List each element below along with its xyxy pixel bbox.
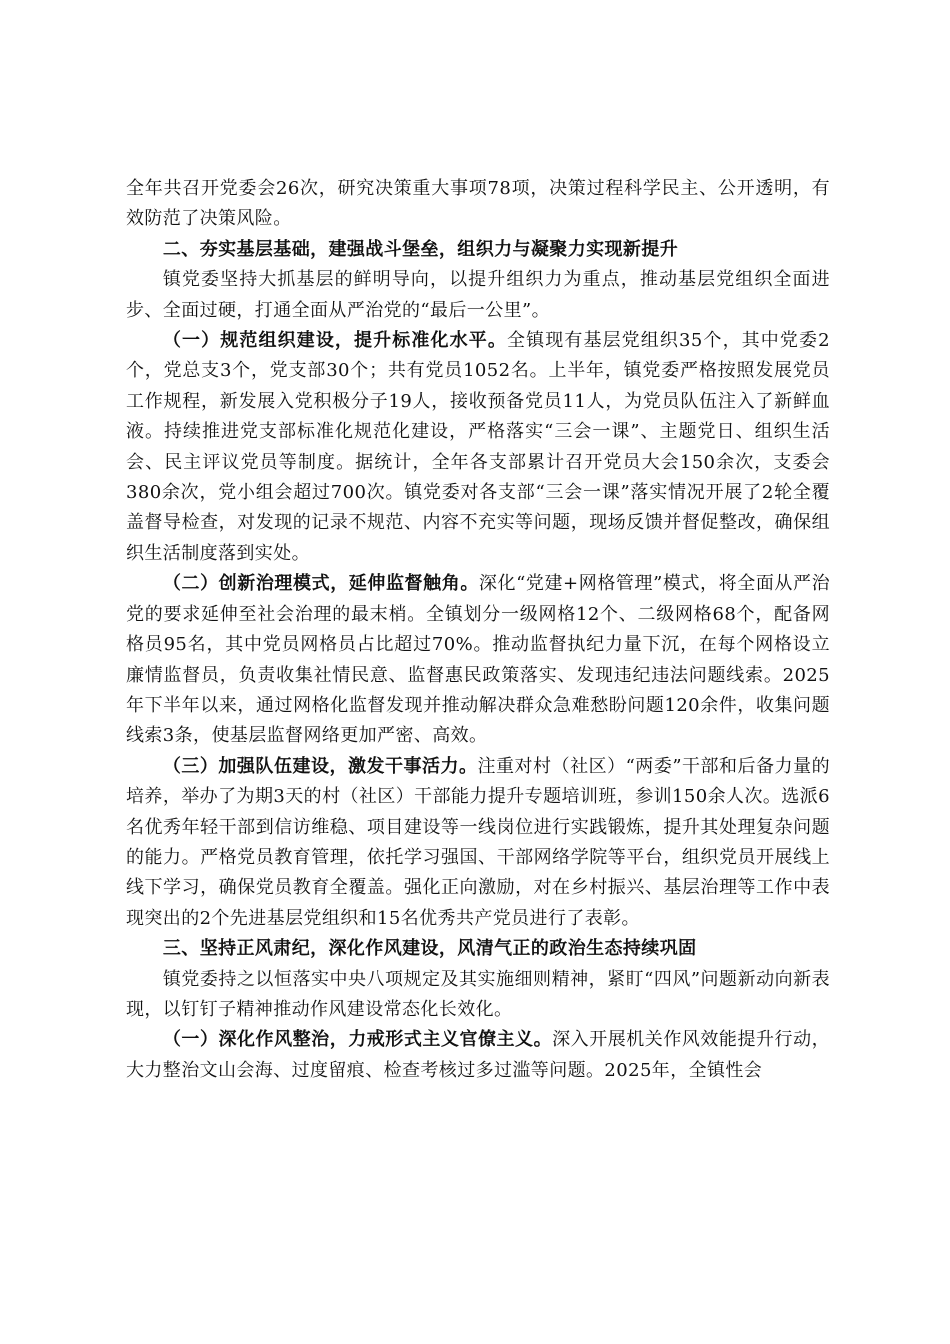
- paragraph-2-2: [126, 569, 830, 751]
- subheading-3-1: （一）深化作风整治，力戒形式主义官僚主义。: [162, 1029, 553, 1051]
- section-heading-2: 二、夯实基层基础，建强战斗堡垒，组织力与凝聚力实现新提升: [162, 238, 679, 260]
- paragraph-2-3-body: 注重对村（社区）“两委”干部和后备力量的培养，举办了为期3天的村（社区）干部能力提升专题培训班，参训150余人次。选派6名优秀年轻干部到信访维稳、项目建设等一线岗位进行实践锻炼，提升其处理复杂问题的能力。严格党员教育管理，依托学习强国、干部网络学院等平台，组织党员开展线上线下学习，确保党员教育全覆盖。强化正向激励，对在乡村振兴、基层治理等工作中表现突出的2个先进基层党组织和15名优秀共产党员进行了表彰。: [126, 755, 830, 929]
- paragraph-section-3-intro: 镇党委持之以恒落实中央八项规定及其实施细则精神，紧盯“四风”问题新动向新表现，以钉钉子精神推动作风建设常态化长效化。: [126, 968, 830, 1020]
- paragraph-3-1-body: 深入开展机关作风效能提升行动，大力整治文山会海、过度留痕、检查考核过多过滥等问题。2025年，全镇性会: [126, 1029, 831, 1081]
- paragraph-3-1: [126, 1025, 830, 1086]
- paragraph-2-1: [126, 326, 830, 569]
- paragraph-2-1-body: 全镇现有基层党组织35个，其中党委2个，党总支3个，党支部30个；共有党员1052名。上半年，镇党委严格按照发展党员工作规程，新发展入党积极分子19人，接收预备党员11人，为党员队伍注入了新鲜血液。持续推进党支部标准化规范化建设，严格落实“三会一课”、主题党日、组织生活会、民主评议党员等制度。据统计，全年各支部累计召开党员大会150余次，支委会380余次，党小组会超过700次。镇党委对各支部“三会一课”落实情况开展了2轮全覆盖督导检查，对发现的记录不规范、内容不充实等问题，现场反馈并督促整改，确保组织生活制度落到实处。: [126, 330, 830, 564]
- subheading-2-3: （三）加强队伍建设，激发干事活力。: [162, 755, 478, 777]
- paragraph-2-3: [126, 752, 830, 934]
- document-body: [126, 174, 830, 1086]
- paragraph-continuation: 全年共召开党委会26次，研究决策重大事项78项，决策过程科学民主、公开透明，有效防范了决策风险。: [126, 178, 830, 230]
- section-heading-3: 三、坚持正风肃纪，深化作风建设，风清气正的政治生态持续巩固: [162, 938, 697, 960]
- subheading-2-2: （二）创新治理模式，延伸监督触角。: [162, 573, 479, 595]
- subheading-2-1: （一）规范组织建设，提升标准化水平。: [162, 330, 507, 352]
- paragraph-section-2-intro: 镇党委坚持大抓基层的鲜明导向，以提升组织力为重点，推动基层党组织全面进步、全面过硬，打通全面从严治党的“最后一公里”。: [126, 269, 830, 321]
- paragraph-2-2-body: 深化“党建+网格管理”模式，将全面从严治党的要求延伸至社会治理的最末梢。全镇划分一级网格12个、二级网格68个，配备网格员95名，其中党员网格员占比超过70%。推动监督执纪力量下沉，在每个网格设立廉情监督员，负责收集社情民意、监督惠民政策落实、发现违纪违法问题线索。2025年下半年以来，通过网格化监督发现并推动解决群众急难愁盼问题120余件，收集问题线索3条，使基层监督网络更加严密、高效。: [126, 573, 830, 747]
